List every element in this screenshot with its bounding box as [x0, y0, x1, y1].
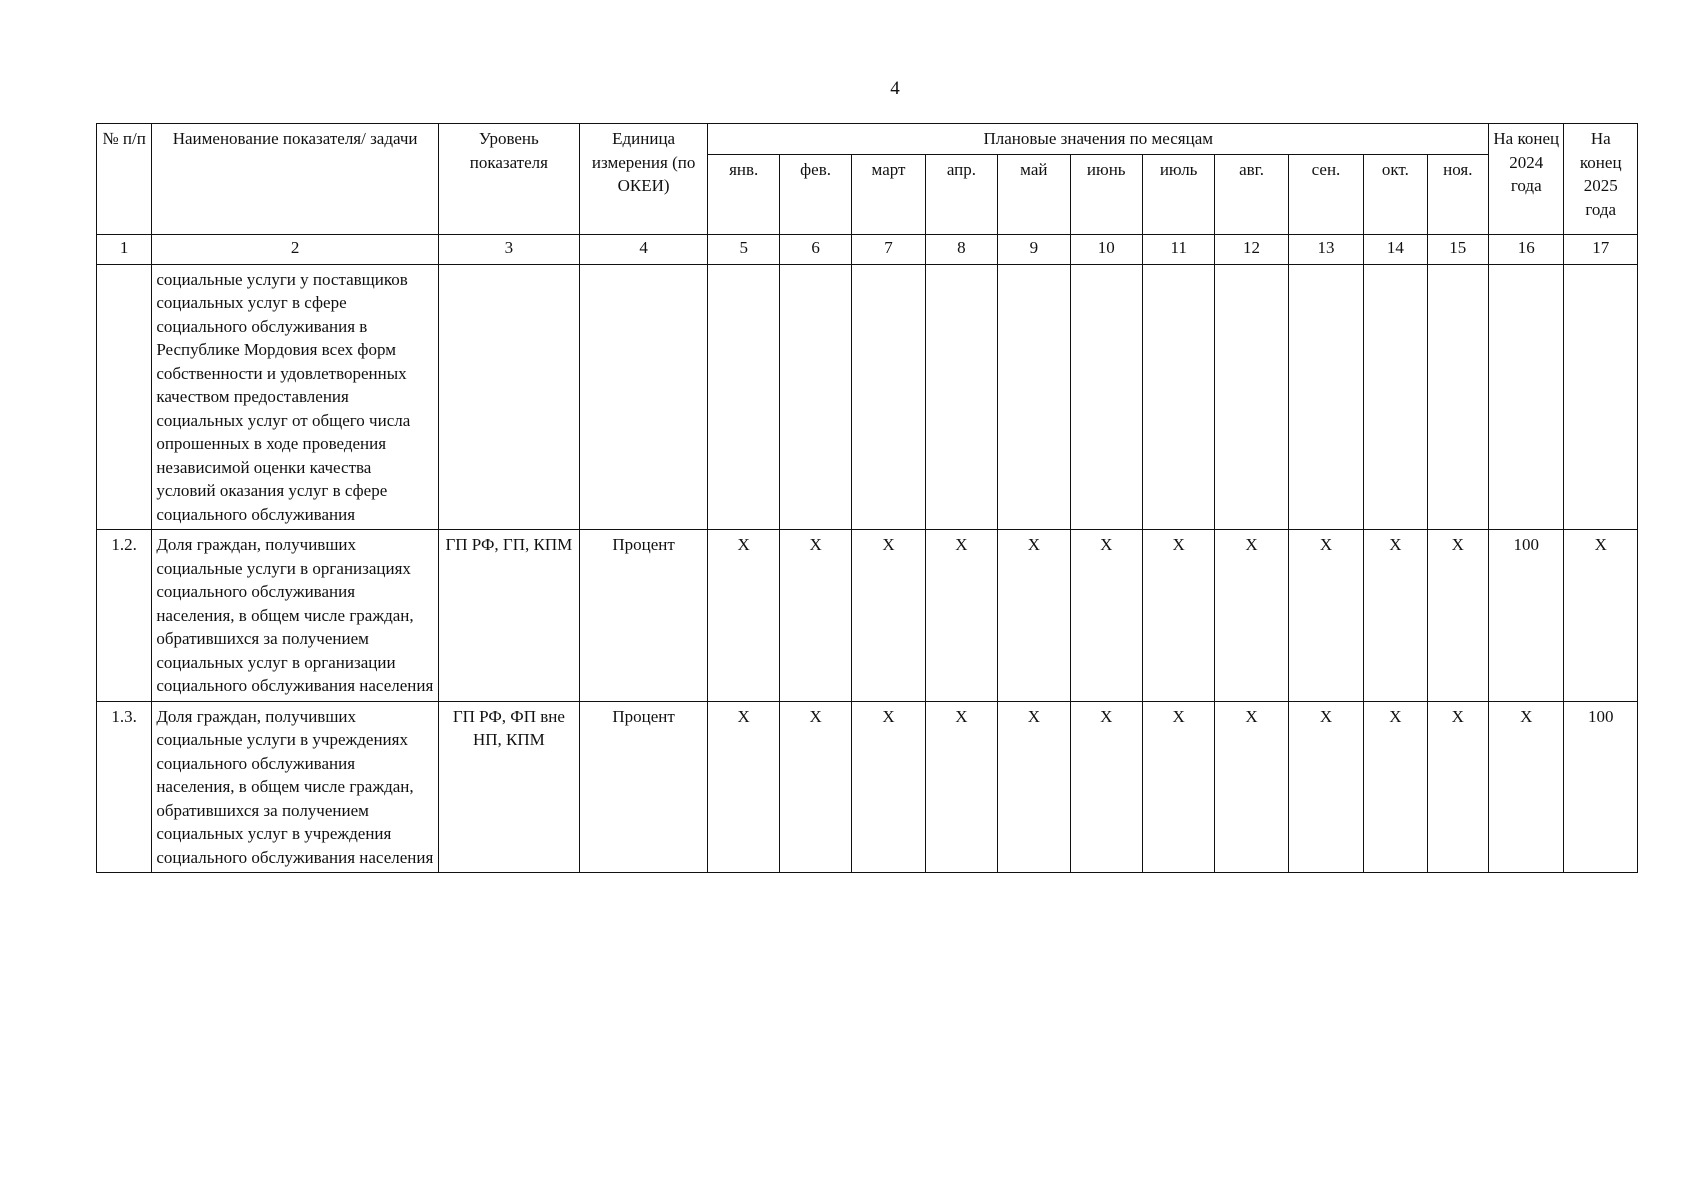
value-cell: 100 — [1564, 701, 1638, 873]
value-cell — [1288, 264, 1363, 530]
value-cell: X — [779, 701, 851, 873]
column-number: 8 — [925, 234, 997, 264]
value-cell: X — [708, 701, 779, 873]
value-cell: X — [998, 701, 1070, 873]
indicator-name: Доля граждан, получивших социальные услуги в учреждениях социального обслуживания населения, в общем числе граждан, обратившихся за получением социальных услуг в учреждения социального обслуживания населения — [152, 701, 439, 873]
header-month: март — [852, 154, 925, 234]
indicator-level: ГП РФ, ГП, КПМ — [438, 530, 579, 702]
indicator-unit: Процент — [579, 701, 708, 873]
header-month: ноя. — [1427, 154, 1488, 234]
indicator-unit — [579, 264, 708, 530]
value-cell — [852, 264, 925, 530]
column-numbers-row — [97, 234, 1638, 264]
header-month: авг. — [1215, 154, 1288, 234]
value-cell: X — [1142, 701, 1214, 873]
row-number: 1.2. — [97, 530, 152, 702]
column-number: 1 — [97, 234, 152, 264]
column-number: 9 — [998, 234, 1070, 264]
header-month: май — [998, 154, 1070, 234]
value-cell: X — [1215, 701, 1288, 873]
row-number: 1.3. — [97, 701, 152, 873]
value-cell — [1070, 264, 1142, 530]
indicator-name: Доля граждан, получивших социальные услуги в организациях социального обслуживания населения, в общем числе граждан, обратившихся за получением социальных услуг в организации социального обслуживания населения — [152, 530, 439, 702]
value-cell: X — [925, 530, 997, 702]
value-cell — [1564, 264, 1638, 530]
table-row — [97, 264, 1638, 530]
column-number: 13 — [1288, 234, 1363, 264]
page-number: 4 — [890, 78, 900, 99]
indicator-unit: Процент — [579, 530, 708, 702]
value-cell — [708, 264, 779, 530]
value-cell: X — [1142, 530, 1214, 702]
value-cell — [925, 264, 997, 530]
value-cell: X — [1288, 701, 1363, 873]
value-cell: 100 — [1489, 530, 1564, 702]
column-number: 17 — [1564, 234, 1638, 264]
value-cell: X — [1215, 530, 1288, 702]
column-number: 6 — [779, 234, 851, 264]
table-row — [97, 530, 1638, 702]
value-cell: X — [1564, 530, 1638, 702]
header-month: июль — [1142, 154, 1214, 234]
value-cell — [779, 264, 851, 530]
header-end-2024: На конец 2024 года — [1489, 124, 1564, 235]
value-cell: X — [1427, 530, 1488, 702]
column-number: 7 — [852, 234, 925, 264]
header-month: фев. — [779, 154, 851, 234]
header-month: окт. — [1364, 154, 1427, 234]
header-monthly-group: Плановые значения по месяцам — [708, 124, 1489, 155]
row-number — [97, 264, 152, 530]
value-cell: X — [1288, 530, 1363, 702]
header-month: июнь — [1070, 154, 1142, 234]
column-number: 11 — [1142, 234, 1214, 264]
table-row — [97, 701, 1638, 873]
column-number: 12 — [1215, 234, 1288, 264]
value-cell: X — [1364, 701, 1427, 873]
value-cell: X — [1427, 701, 1488, 873]
column-number: 16 — [1489, 234, 1564, 264]
column-number: 4 — [579, 234, 708, 264]
value-cell — [1142, 264, 1214, 530]
value-cell: X — [852, 701, 925, 873]
value-cell: X — [925, 701, 997, 873]
header-end-2025: На конец 2025 года — [1564, 124, 1638, 235]
value-cell: X — [708, 530, 779, 702]
indicator-level — [438, 264, 579, 530]
header-level: Уровень показателя — [438, 124, 579, 235]
value-cell — [1215, 264, 1288, 530]
value-cell — [1364, 264, 1427, 530]
column-number: 3 — [438, 234, 579, 264]
value-cell: X — [998, 530, 1070, 702]
value-cell: X — [1070, 530, 1142, 702]
value-cell — [1489, 264, 1564, 530]
value-cell: X — [1489, 701, 1564, 873]
header-name: Наименование показателя/ задачи — [152, 124, 439, 235]
column-number: 15 — [1427, 234, 1488, 264]
column-number: 10 — [1070, 234, 1142, 264]
indicator-name: социальные услуги у поставщиков социальных услуг в сфере социального обслуживания в Республике Мордовия всех форм собственности и удовлетворенных качеством предоставления социальных услуг от общего числа опрошенных в ходе проведения независимой оценки качества условий оказания услуг в сфере социального обслуживания — [152, 264, 439, 530]
column-number: 5 — [708, 234, 779, 264]
value-cell: X — [779, 530, 851, 702]
value-cell: X — [1070, 701, 1142, 873]
column-number: 2 — [152, 234, 439, 264]
header-unit: Единица измерения (по ОКЕИ) — [579, 124, 708, 235]
value-cell — [1427, 264, 1488, 530]
value-cell — [998, 264, 1070, 530]
indicators-table — [96, 123, 1638, 873]
column-number: 14 — [1364, 234, 1427, 264]
header-month: сен. — [1288, 154, 1363, 234]
header-no: № п/п — [97, 124, 152, 235]
header-month: апр. — [925, 154, 997, 234]
indicator-level: ГП РФ, ФП вне НП, КПМ — [438, 701, 579, 873]
value-cell: X — [852, 530, 925, 702]
value-cell: X — [1364, 530, 1427, 702]
header-month: янв. — [708, 154, 779, 234]
